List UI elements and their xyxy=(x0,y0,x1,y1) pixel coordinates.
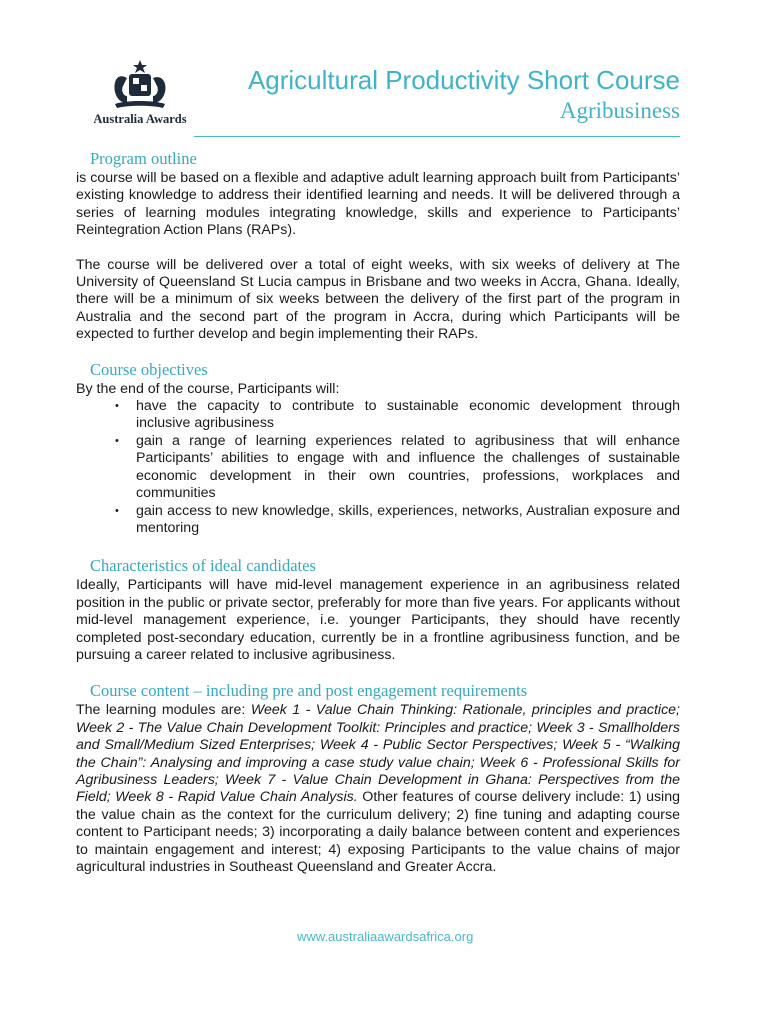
course-content-paragraph xyxy=(76,702,680,876)
course-objectives-heading: Course objectives xyxy=(90,359,208,379)
course-content-lead: The learning modules are: xyxy=(76,702,251,719)
course-content-heading: Course content – including pre and post engagement requirements xyxy=(90,681,528,701)
header-divider xyxy=(194,136,680,137)
objective-item: • have the capacity to contribute to sustainable economic development through inclusive agribusiness xyxy=(136,398,680,433)
page-subtitle: Agribusiness xyxy=(559,98,680,123)
ideal-candidates-heading: Characteristics of ideal candidates xyxy=(90,556,316,576)
document-header xyxy=(248,64,680,126)
objectives-list xyxy=(76,398,680,537)
program-outline-heading: Program outline xyxy=(90,149,197,168)
program-outline-paragraph-1: is course will be based on a flexible and adaptive adult learning approach built from Participants’ existing knowledge to address their identified learning and needs. It will be delivered through a series of learning modules integrating knowledge, skills and experience to Participants’ Reintegration Action Plans (RAPs). xyxy=(76,170,680,239)
page-title: Agricultural Productivity Short Course xyxy=(247,65,680,95)
logo-text: Australia Awards xyxy=(93,112,187,126)
australia-awards-logo xyxy=(88,58,192,130)
course-modules-list: Week 1 - Value Chain Thinking: Rationale, principles and practice; Week 2 - The Value Chain Development Toolkit: Principles and practice; Week 3 - Smallholders and Small/Medium Sized Enterprises; Week 4 - Public Sector Perspectives; Week 5 - “Walking the Chain”: Analysing and improving a case study value chain; Week 6 - Professional Skills for Agribusiness Leaders; Week 7 - Value Chain Development in Ghana: Perspectives from the Field; Week 8 - Rapid Value Chain Analysis. xyxy=(76,702,680,806)
objective-item: • gain access to new knowledge, skills, experiences, networks, Australian exposure and mentoring xyxy=(136,503,680,538)
program-outline-paragraph-2: The course will be delivered over a total of eight weeks, with six weeks of delivery at The University of Queensland St Lucia campus in Brisbane and two weeks in Accra, Ghana. Ideally, there will be a minimum of six weeks between the delivery of the first part of the program in Australia and the second part of the program in Accra, during which Participants will be expected to further develop and begin implementing their RAPs. xyxy=(76,256,680,343)
ideal-candidates-paragraph: Ideally, Participants will have mid-level management experience in an agribusiness related position in the public or private sector, preferably for more than five years. For applicants without mid-level management experience, i.e. younger Participants, they should have recently completed post-secondary education, currently be in a frontline agribusiness function, and be pursuing a career related to inclusive agribusiness. xyxy=(76,577,680,663)
course-content-tail: Other features of course delivery include: 1) using the value chain as the context for the curriculum delivery; 2) fine tuning and adapting course content to Participant needs; 3) incorporating a daily balance between content and experiences to maintain engagement and interest; 4) exposing Participants to the value chains of major agricultural industries in Southeast Queensland and Greater Accra. xyxy=(76,789,680,875)
footer-url[interactable]: www.australiaawardsafrica.org xyxy=(297,929,474,944)
objective-item: • gain a range of learning experiences related to agribusiness that will enhance Participants’ abilities to engage with and influence the challenges of sustainable economic development in their own countries, professions, workplaces and communities xyxy=(136,433,680,503)
document-body xyxy=(76,148,680,876)
course-objectives-intro: By the end of the course, Participants will: xyxy=(76,380,340,397)
coat-of-arms-icon xyxy=(105,58,175,110)
